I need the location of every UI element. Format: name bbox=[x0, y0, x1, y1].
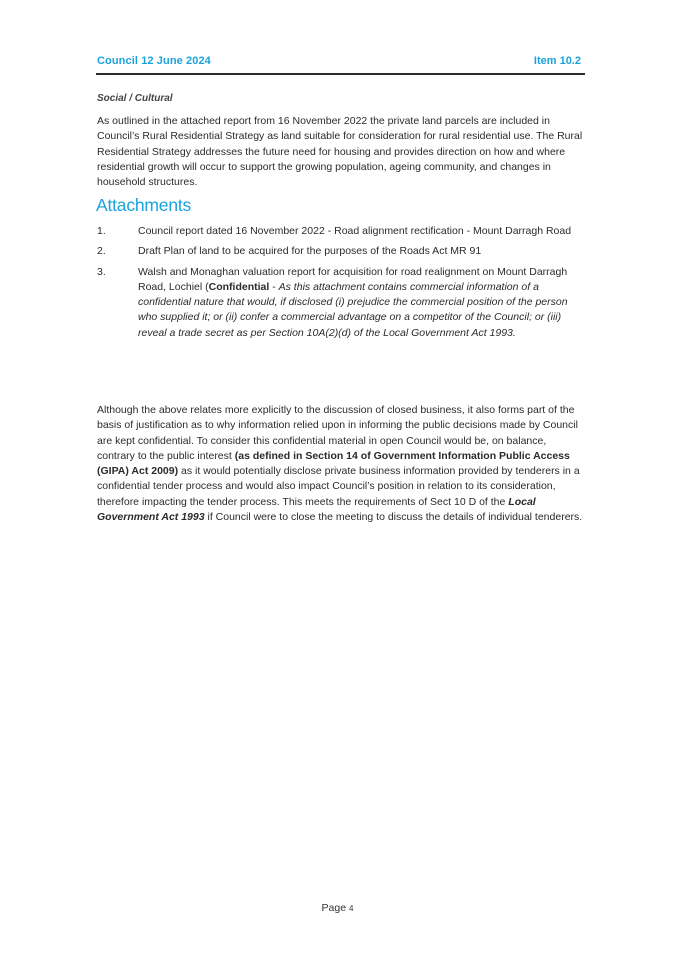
item-number: Item 10.2 bbox=[533, 55, 581, 67]
attachment-text bbox=[138, 266, 568, 339]
attachments-list bbox=[97, 224, 587, 346]
page-footer bbox=[0, 902, 675, 914]
attachment-title: Walsh and Monaghan valuation report for acquisition for road realignment on Mount Darragh Road, Lochiel ( bbox=[138, 265, 568, 293]
page-number: 4 bbox=[349, 904, 354, 913]
gipa-reference: (as defined in Section 14 of Government Information Public Access (GIPA) Act 2009) bbox=[97, 449, 570, 478]
attachment-item[interactable] bbox=[97, 224, 587, 239]
attachment-text: Draft Plan of land to be acquired for the purposes of the Roads Act MR 91 bbox=[138, 245, 482, 258]
paragraph-text: as it would potentially disclose private business information provided by tenderers in a confidential tender process and would also impact Council’s position in relation to its consideration, therefore impacting the tender process. This meets the requirements of Sect 10 D of the bbox=[97, 465, 580, 508]
attachment-number: 3. bbox=[97, 265, 106, 278]
attachment-number: 1. bbox=[97, 225, 106, 237]
page-label: Page bbox=[321, 902, 347, 914]
attachment-item[interactable] bbox=[97, 244, 587, 259]
meeting-date: Council 12 June 2024 bbox=[97, 55, 211, 67]
attachment-number: 2. bbox=[97, 245, 106, 258]
attachment-item[interactable] bbox=[97, 265, 587, 341]
page-header bbox=[97, 54, 583, 74]
header-divider bbox=[96, 73, 585, 75]
social-cultural-paragraph: As outlined in the attached report from 16 November 2022 the private land parcels are included in Council’s Rural Residential Strategy as land suitable for consideration for rural residential use. The Rural Residential Strategy addresses the future need for housing and provides direction on how and where residential growth will occur to support the growing population, ageing community, and changes in household structures. bbox=[97, 115, 583, 189]
paragraph-text: Although the above relates more explicitly to the discussion of closed business, it also forms part of the basis of justification as to why information relied upon in informing the public decisions made by Council are kept confidential. To consider this confidential material in open Council would be, on balance, contrary to the public interest bbox=[97, 404, 578, 462]
act-reference: Local Government Act 1993 bbox=[97, 495, 536, 524]
confidential-reason: As this attachment contains commercial information of a confidential nature that would, if disclosed (i) prejudice the commercial position of the person who supplied it; or (ii) confer a commercial advantage on a competitor of the Council; or (iii) reveal a trade secret as per Section 10A(2)(d) of the Local Government Act 1993. bbox=[138, 280, 568, 339]
closed-business-paragraph bbox=[97, 403, 587, 525]
attachments-heading: Attachments bbox=[96, 195, 192, 215]
paragraph-text: if Council were to close the meeting to discuss the details of individual tenderers. bbox=[204, 511, 583, 524]
attachment-text: Council report dated 16 November 2022 - Road alignment rectification - Mount Darragh Road bbox=[138, 225, 572, 237]
section-heading: Social / Cultural bbox=[97, 93, 173, 104]
confidential-label: Confidential bbox=[208, 280, 270, 293]
dash: - bbox=[269, 280, 279, 293]
